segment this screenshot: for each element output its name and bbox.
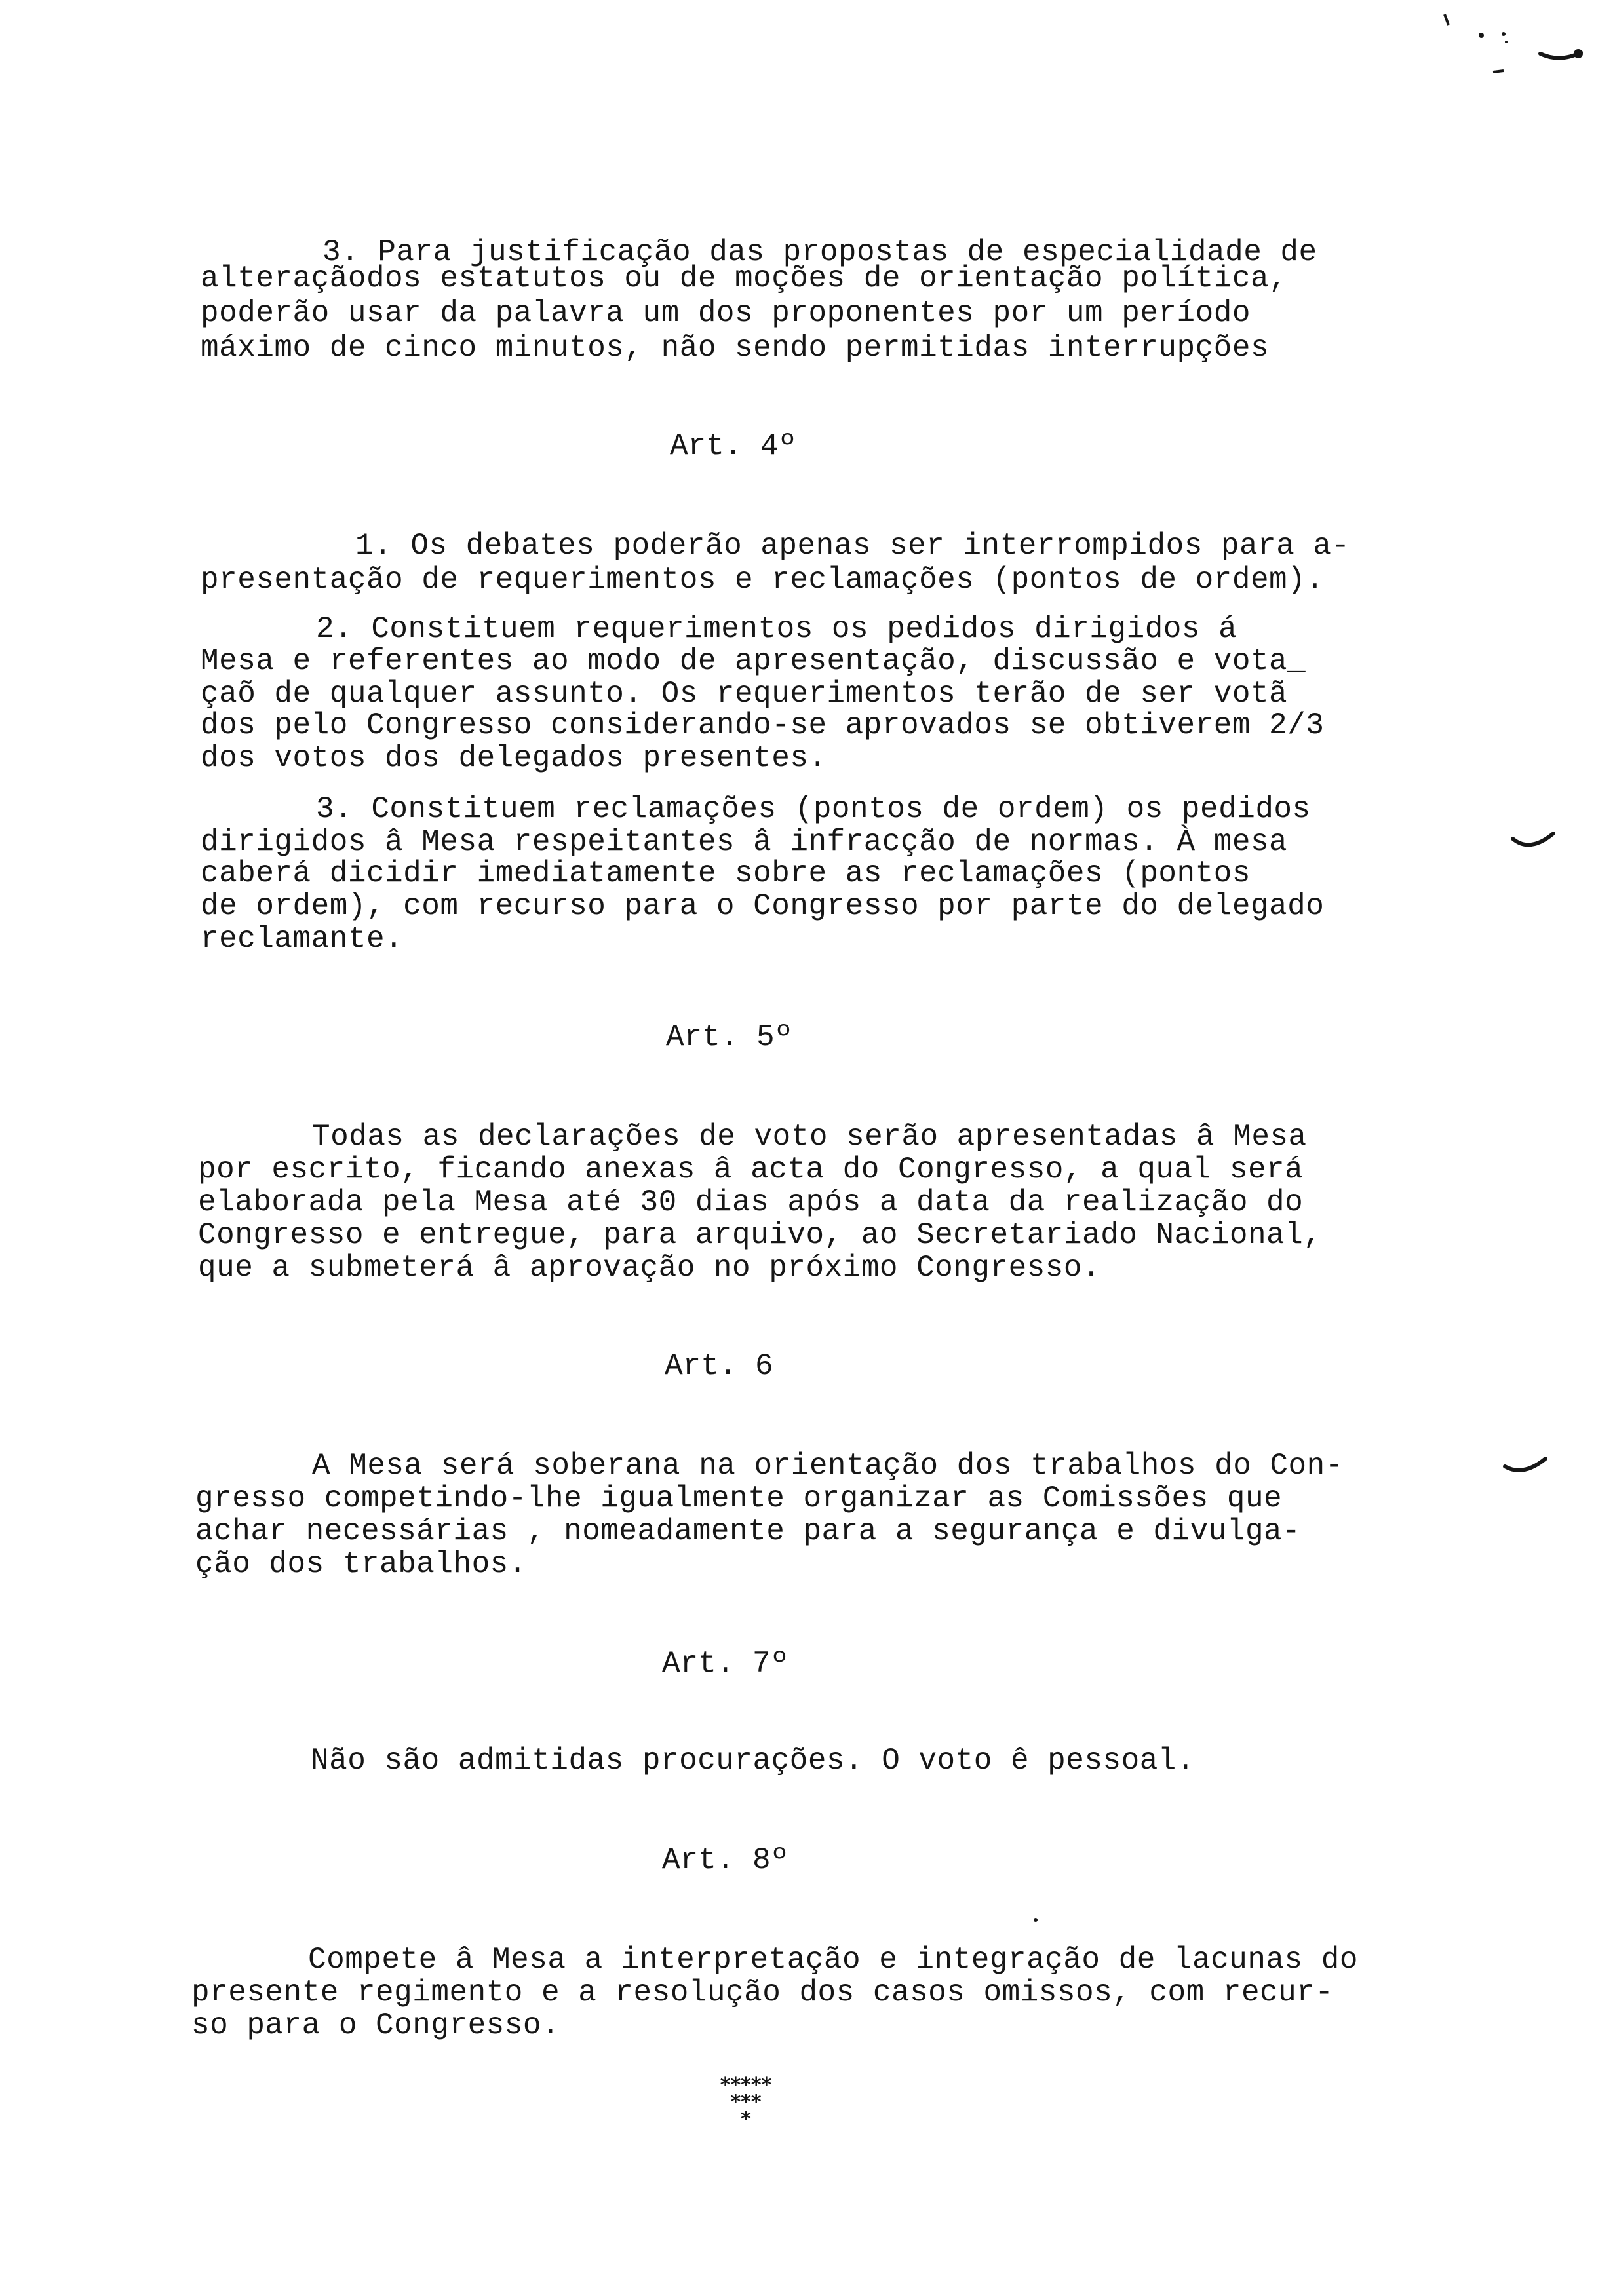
text-line: 3. Para justificação das propostas de especialidade de xyxy=(322,235,1317,269)
text-line: dos pelo Congresso considerando-se aprovados se obtiverem 2/3 xyxy=(201,708,1325,742)
text-line: elaborada pela Mesa até 30 dias após a data da realização do xyxy=(198,1185,1304,1219)
speck-mark-icon xyxy=(1029,1913,1042,1926)
text-line: máximo de cinco minutos, não sendo permitidas interrupções xyxy=(201,331,1270,365)
text-line: por escrito, ficando anexas â acta do Congresso, a qual será xyxy=(198,1153,1304,1187)
article-heading: Art. 5º xyxy=(666,1020,793,1054)
text-line: Compete â Mesa a interpretação e integração de lacunas do xyxy=(308,1943,1358,1977)
text-line: que a submeterá â aprovação no próximo Congresso. xyxy=(198,1251,1101,1285)
ornament-row: ***** xyxy=(720,2074,772,2097)
text-line: presentação de requerimentos e reclamações (pontos de ordem). xyxy=(201,563,1325,597)
text-line: so para o Congresso. xyxy=(191,2008,560,2042)
text-line: Congresso e entregue, para arquivo, ao Secretariado Nacional, xyxy=(198,1218,1322,1252)
text-line: gresso competindo-lhe igualmente organizar as Comissões que xyxy=(195,1482,1283,1516)
text-line: çaõ de qualquer assunto. Os requerimentos terão de ser votã xyxy=(201,677,1288,711)
ornament-row: *** xyxy=(730,2091,762,2114)
ornament-row: * xyxy=(741,2108,751,2131)
margin-tick-mark-icon xyxy=(1500,1452,1552,1485)
text-line: 1. Os debates poderão apenas ser interrompidos para a- xyxy=(355,529,1350,563)
text-line: Mesa e referentes ao modo de apresentação, discussão e vota_ xyxy=(201,644,1306,678)
text-line: Todas as declarações de voto serão apresentadas â Mesa xyxy=(312,1120,1307,1154)
text-line: poderão usar da palavra um dos proponentes por um período xyxy=(201,296,1251,330)
text-line: presente regimento e a resolução dos casos omissos, com recur- xyxy=(191,1976,1334,2010)
text-line: reclamante. xyxy=(201,922,404,956)
text-line: dos votos dos delegados presentes. xyxy=(201,741,827,775)
text-line: de ordem), com recurso para o Congresso por parte do delegado xyxy=(201,889,1325,923)
text-line: alteraçãodos estatutos ou de moções de orientação política, xyxy=(201,261,1288,296)
text-line: 2. Constituem requerimentos os pedidos dirigidos á xyxy=(316,612,1237,646)
end-ornament xyxy=(680,2074,811,2131)
text-line: Não são admitidas procurações. O voto ê pessoal. xyxy=(311,1744,1196,1778)
text-line: ção dos trabalhos. xyxy=(195,1547,527,1581)
text-line: dirigidos â Mesa respeitantes â infracção de normas. À mesa xyxy=(201,825,1288,859)
text-line: 3. Constituem reclamações (pontos de ordem) os pedidos xyxy=(316,792,1311,826)
text-line: caberá dicidir imediatamente sobre as reclamações (pontos xyxy=(201,856,1251,890)
article-heading: Art. 4º xyxy=(670,429,797,463)
text-line: achar necessárias , nomeadamente para a segurança e divulga- xyxy=(195,1514,1301,1548)
article-heading: Art. 7º xyxy=(662,1647,789,1681)
margin-tick-mark-icon xyxy=(1508,827,1560,860)
corner-speck-marks-icon xyxy=(1435,7,1593,79)
text-line: A Mesa será soberana na orientação dos trabalhos do Con- xyxy=(312,1449,1344,1483)
article-heading: Art. 6 xyxy=(665,1349,773,1383)
article-heading: Art. 8º xyxy=(662,1843,789,1877)
